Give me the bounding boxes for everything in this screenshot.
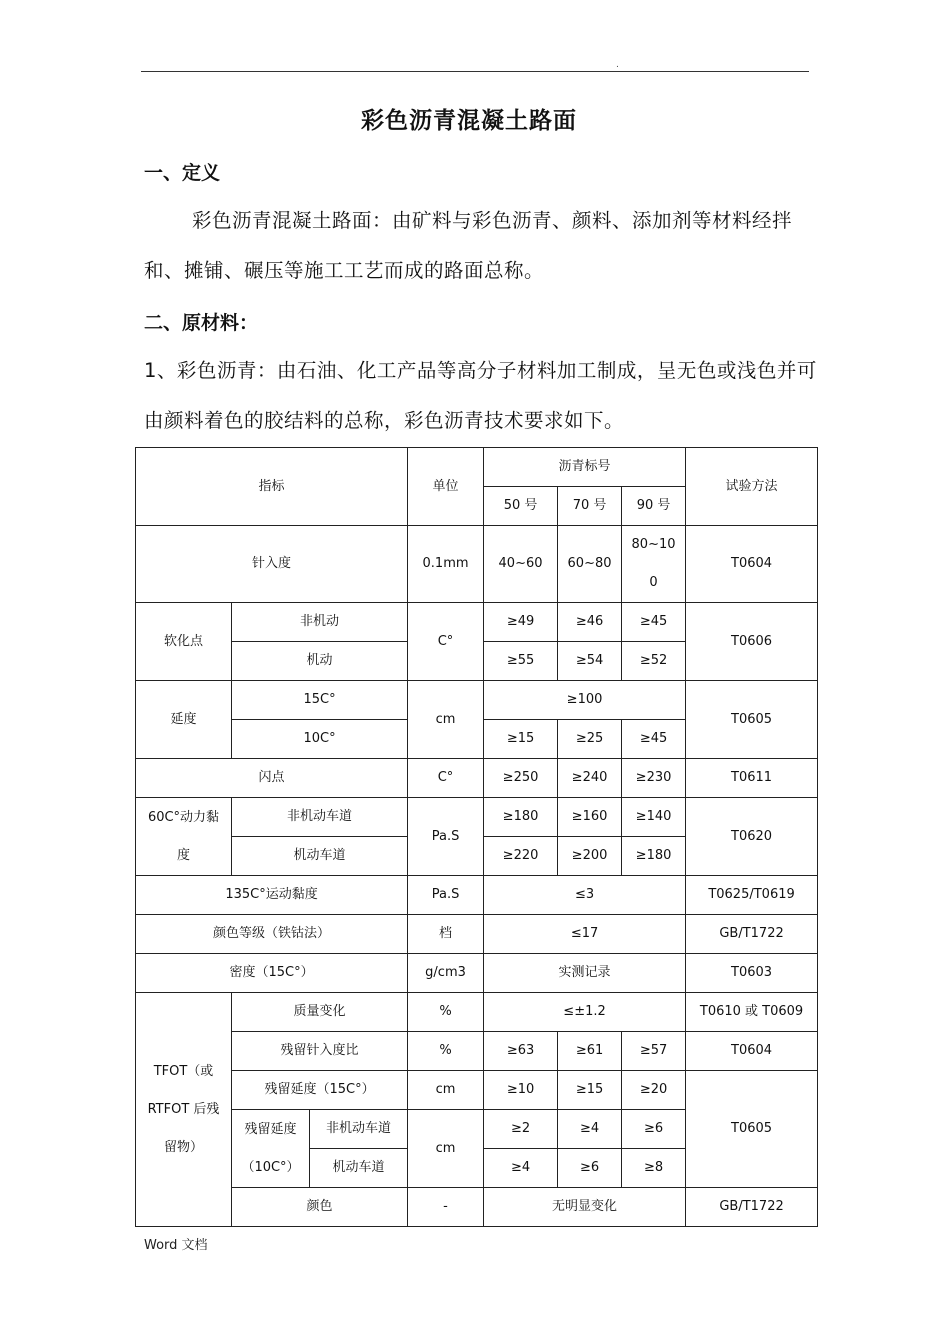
value-cell: ≤3	[484, 876, 686, 915]
value-cell: ≥100	[484, 681, 686, 720]
sub-label: 残留针入度比	[232, 1032, 408, 1071]
table-row	[136, 1032, 818, 1071]
sub-label: 残留延度（10C°）	[232, 1110, 310, 1188]
value-cell: ≥54	[558, 642, 622, 681]
sub-label: 残留延度（15C°）	[232, 1071, 408, 1110]
table-row	[136, 798, 818, 837]
unit-cell: Pa.S	[408, 876, 484, 915]
method-cell: T0605	[686, 1071, 818, 1188]
value-cell: ≥10	[484, 1071, 558, 1110]
method-cell: T0620	[686, 798, 818, 876]
method-cell: T0606	[686, 603, 818, 681]
value-cell: ≥61	[558, 1032, 622, 1071]
value-cell: ≤17	[484, 915, 686, 954]
table-row	[136, 759, 818, 798]
unit-cell: -	[408, 1188, 484, 1227]
value-cell: ≥160	[558, 798, 622, 837]
value-cell: ≥250	[484, 759, 558, 798]
value-cell: 无明显变化	[484, 1188, 686, 1227]
value-cell: ≥25	[558, 720, 622, 759]
unit-cell: g/cm3	[408, 954, 484, 993]
document-title: 彩色沥青混凝土路面	[361, 108, 577, 134]
row-label: 135C°运动黏度	[136, 876, 408, 915]
table-row	[136, 603, 818, 642]
asphalt-spec-table	[135, 447, 818, 1227]
value-cell: 实测记录	[484, 954, 686, 993]
table-row	[136, 681, 818, 720]
unit-cell: %	[408, 993, 484, 1032]
value-cell: ≥140	[622, 798, 686, 837]
sub-label: 机动车道	[310, 1149, 408, 1188]
row-label: 针入度	[136, 526, 408, 603]
unit-cell: Pa.S	[408, 798, 484, 876]
method-cell: GB/T1722	[686, 915, 818, 954]
value-cell: ≥180	[622, 837, 686, 876]
sub-label: 非机动	[232, 603, 408, 642]
value-cell: 40~60	[484, 526, 558, 603]
table-row	[136, 876, 818, 915]
table-row	[136, 954, 818, 993]
unit-cell: C°	[408, 759, 484, 798]
sub-label: 颜色	[232, 1188, 408, 1227]
unit-cell: C°	[408, 603, 484, 681]
value-cell: ≥220	[484, 837, 558, 876]
value-cell: ≥55	[484, 642, 558, 681]
header-grade: 沥青标号	[484, 448, 686, 487]
value-cell: ≥20	[622, 1071, 686, 1110]
value-cell: ≥4	[484, 1149, 558, 1188]
value-cell: ≥200	[558, 837, 622, 876]
colored-asphalt-paragraph: 1、彩色沥青：由石油、化工产品等高分子材料加工制成，呈无色或浅色并可由颜料着色的胶结料的总称，彩色沥青技术要求如下。	[144, 359, 817, 432]
value-cell: 80~100	[622, 526, 686, 603]
header-method: 试验方法	[686, 448, 818, 526]
sub-label: 非机动车道	[310, 1110, 408, 1149]
row-label: 60C°动力黏度	[136, 798, 232, 876]
value-cell: ≥45	[622, 603, 686, 642]
footer-label: Word 文档	[144, 1238, 208, 1253]
value-cell: ≥8	[622, 1149, 686, 1188]
header-dot: .	[616, 60, 619, 70]
row-label: 软化点	[136, 603, 232, 681]
value-cell: ≥46	[558, 603, 622, 642]
value-cell: ≥57	[622, 1032, 686, 1071]
unit-cell: %	[408, 1032, 484, 1071]
value-cell: ≥15	[558, 1071, 622, 1110]
header-index: 指标	[136, 448, 408, 526]
value-cell: ≥4	[558, 1110, 622, 1149]
unit-cell: cm	[408, 1071, 484, 1110]
value-cell: ≥2	[484, 1110, 558, 1149]
row-label: 延度	[136, 681, 232, 759]
unit-cell: cm	[408, 681, 484, 759]
table-row	[136, 915, 818, 954]
sub-label: 10C°	[232, 720, 408, 759]
header-unit: 单位	[408, 448, 484, 526]
method-cell: T0610 或 T0609	[686, 993, 818, 1032]
sub-label: 非机动车道	[232, 798, 408, 837]
method-cell: T0625/T0619	[686, 876, 818, 915]
value-cell: 60~80	[558, 526, 622, 603]
method-cell: T0605	[686, 681, 818, 759]
row-label: 密度（15C°）	[136, 954, 408, 993]
method-cell: T0604	[686, 1032, 818, 1071]
section-heading-materials: 二、原材料：	[144, 312, 259, 334]
table-header-row	[136, 448, 818, 487]
value-cell: ≤±1.2	[484, 993, 686, 1032]
value-cell: ≥240	[558, 759, 622, 798]
definition-paragraph: 彩色沥青混凝土路面：由矿料与彩色沥青、颜料、添加剂等材料经拌和、摊铺、碾压等施工工艺而成的路面总称。	[144, 209, 793, 282]
sub-label: 15C°	[232, 681, 408, 720]
value-cell: ≥6	[558, 1149, 622, 1188]
method-cell: T0604	[686, 526, 818, 603]
header-grade-90: 90 号	[622, 487, 686, 526]
value-cell: ≥6	[622, 1110, 686, 1149]
value-cell: ≥63	[484, 1032, 558, 1071]
row-label: 闪点	[136, 759, 408, 798]
row-label: 颜色等级（铁钴法）	[136, 915, 408, 954]
row-label: TFOT（或RTFOT 后残留物）	[136, 993, 232, 1227]
section-heading-definition: 一、定义	[144, 162, 221, 184]
sub-label: 质量变化	[232, 993, 408, 1032]
sub-label: 机动	[232, 642, 408, 681]
unit-cell: cm	[408, 1110, 484, 1188]
header-rule	[141, 71, 809, 72]
unit-cell: 档	[408, 915, 484, 954]
header-grade-70: 70 号	[558, 487, 622, 526]
sub-label: 机动车道	[232, 837, 408, 876]
method-cell: GB/T1722	[686, 1188, 818, 1227]
method-cell: T0611	[686, 759, 818, 798]
table-row	[136, 1188, 818, 1227]
table-row	[136, 993, 818, 1032]
value-cell: ≥15	[484, 720, 558, 759]
value-cell: ≥45	[622, 720, 686, 759]
value-cell: ≥52	[622, 642, 686, 681]
method-cell: T0603	[686, 954, 818, 993]
header-grade-50: 50 号	[484, 487, 558, 526]
value-cell: ≥230	[622, 759, 686, 798]
table-row	[136, 1071, 818, 1110]
value-cell: ≥49	[484, 603, 558, 642]
value-cell: ≥180	[484, 798, 558, 837]
unit-cell: 0.1mm	[408, 526, 484, 603]
